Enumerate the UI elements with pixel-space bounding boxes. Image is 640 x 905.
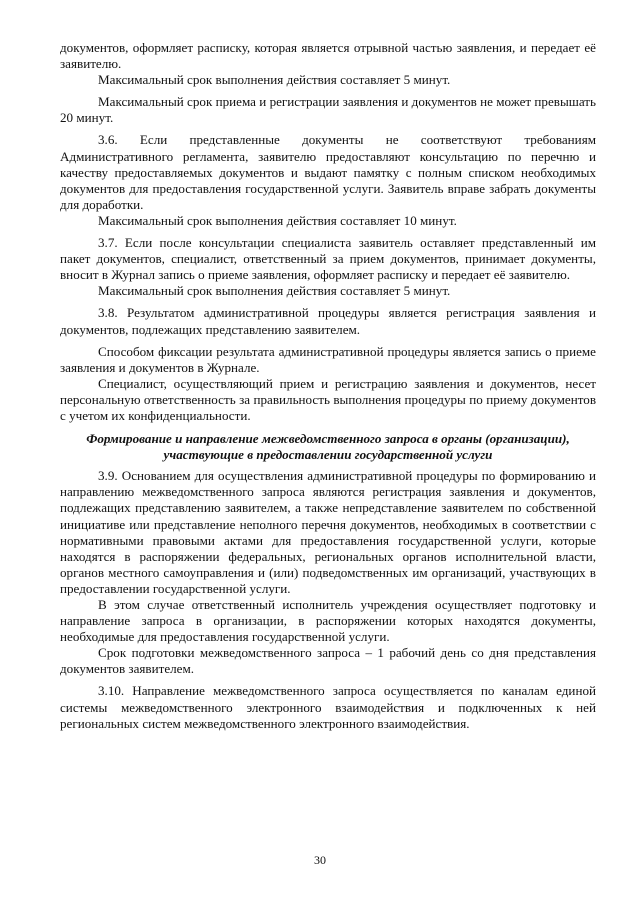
paragraph: Максимальный срок выполнения действия составляет 10 минут. [98, 212, 457, 228]
paragraph: Максимальный срок выполнения действия составляет 5 минут. [98, 283, 451, 299]
paragraph: В этом случае ответственный исполнитель учреждения осуществляет подготовку и направление запроса в организации, в распоряжении которых находятся документы, необходимые для предоставления государственной услуги. [60, 597, 596, 645]
paragraph: 3.7. Если после консультации специалиста заявитель оставляет представленный им пакет документов, специалист, ответственный за прием документов, принимает документы, вносит в Журнал запись о приеме заявления, оформляет расписку и передает её заявителю. [60, 235, 596, 283]
paragraph: Максимальный срок выполнения действия составляет 5 минут. [98, 72, 451, 88]
paragraph: 3.10. Направление межведомственного запроса осуществляется по каналам единой системы межведомственного электронного взаимодействия и подключенных к ней региональных систем межведомственного электронного взаимодействия. [60, 683, 596, 731]
paragraph: Способом фиксации результата административной процедуры является запись о приеме заявления и документов в Журнале. [60, 343, 596, 375]
paragraph: Специалист, осуществляющий прием и регистрацию заявления и документов, несет персональную ответственность за правильность выполнения процедуры по приему документов с учетом их конфиденциальности. [60, 375, 596, 423]
paragraph: Максимальный срок приема и регистрации заявления и документов не может превышать 20 минут. [60, 94, 596, 126]
paragraph: 3.8. Результатом административной процедуры является регистрация заявления и документов, подлежащих представлению заявителем. [60, 305, 596, 337]
section-heading: Формирование и направление межведомственного запроса в органы (организации), участвующие в предоставлении государственной услуги [86, 431, 570, 463]
paragraph: 3.9. Основанием для осуществления административной процедуры по формированию и направлению межведомственного запроса являются регистрация заявления и документов, подлежащих представлению заявителем, а также непредставление заявителем по собственной инициативе или представление неполного перечня документов, необходимых в соответствии с нормативными правовыми актами для предоставления государственной услуги, которые находятся в распоряжении федеральных, региональных органов исполнительной власти, органов местного самоуправления и (или) подведомственных им организаций, участвующих в предоставлении государственной услуги. [60, 468, 596, 596]
paragraph: 3.6. Если представленные документы не соответствуют требованиям Административного регламента, заявителю предоставляют консультацию по перечню и качеству предоставляемых документов и выдают памятку с полным списком необходимых документов для предоставления государственной услуги. Заявитель вправе забрать документы для доработки. [60, 132, 596, 212]
page-number: 30 [314, 853, 326, 867]
paragraph: Срок подготовки межведомственного запроса – 1 рабочий день со дня представления документов заявителем. [60, 645, 596, 677]
paragraph: документов, оформляет расписку, которая является отрывной частью заявления, и передает её заявителю. [60, 40, 596, 72]
